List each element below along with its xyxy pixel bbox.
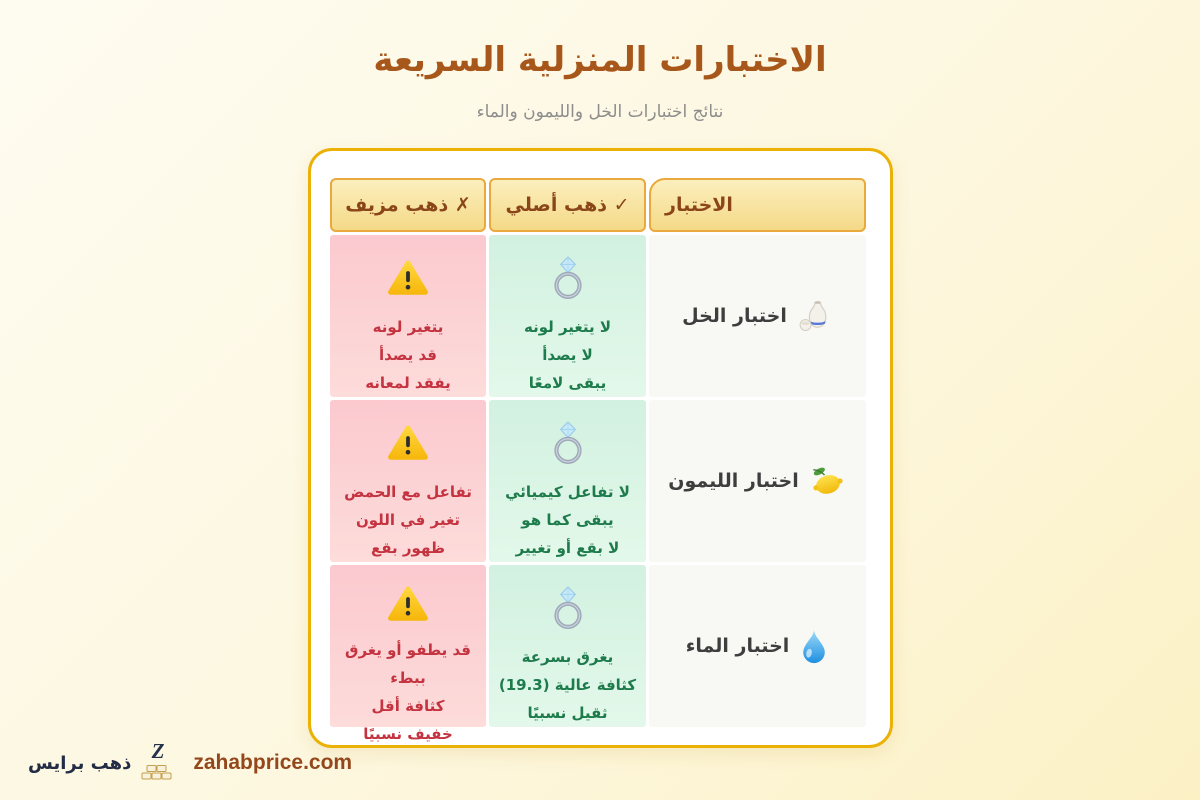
result-lines: قد يطفو أو يغرق ببطء كثافة أقل خفيف نسبيًا <box>345 641 471 743</box>
svg-text:Z: Z <box>151 740 165 763</box>
results-table <box>335 178 866 743</box>
website-url: zahabprice.com <box>193 751 353 774</box>
column-header-test: الاختبار <box>649 178 866 232</box>
footer <box>28 740 352 786</box>
result-lines: يتغير لونه قد يصدأ يفقد لمعانه <box>365 318 451 392</box>
column-header-fake-gold: ✗ ذهب مزيف <box>330 178 486 232</box>
result-lines: تفاعل مع الحمض تغير في اللون ظهور بقع <box>344 483 472 557</box>
test-label: اختبار الخل <box>682 305 787 327</box>
test-cell-water <box>649 565 866 727</box>
results-card <box>308 148 893 748</box>
water-drop-icon <box>799 623 829 669</box>
real-gold-cell-lemon <box>489 400 646 562</box>
page-subtitle: نتائج اختبارات الخل والليمون والماء <box>476 102 724 122</box>
fake-gold-cell-water <box>330 565 486 743</box>
warning-icon <box>387 585 429 623</box>
test-label: اختبار الماء <box>685 635 790 657</box>
real-gold-cell-vinegar <box>489 235 646 397</box>
brand-name: ذهب برايس <box>28 752 132 774</box>
brand <box>28 740 173 786</box>
real-gold-cell-water <box>489 565 646 727</box>
diamond-ring-icon <box>547 420 589 465</box>
result-lines: لا تفاعل كيميائي يبقى كما هو لا بقع أو تغيير <box>505 483 630 557</box>
page-header <box>0 40 1200 122</box>
result-lines: يغرق بسرعة كثافة عالية (19.3) ثقيل نسبيًا <box>498 648 637 722</box>
fake-gold-cell-lemon <box>330 400 486 562</box>
page-title: الاختبارات المنزلية السريعة <box>373 40 827 80</box>
warning-icon <box>387 255 429 300</box>
column-header-real-gold: ✓ ذهب أصلي <box>489 178 646 232</box>
result-lines: لا يتغير لونه لا يصدأ يبقى لامعًا <box>523 318 612 392</box>
sake-bottle-icon <box>797 293 833 339</box>
warning-icon <box>387 420 429 465</box>
test-cell-vinegar <box>649 235 866 397</box>
test-label: اختبار الليمون <box>668 470 799 492</box>
diamond-ring-icon <box>547 255 589 300</box>
gold-bars-logo-icon <box>139 740 173 786</box>
test-cell-lemon <box>649 400 866 562</box>
lemon-icon <box>809 458 847 504</box>
diamond-ring-icon <box>547 585 589 630</box>
fake-gold-cell-vinegar <box>330 235 486 397</box>
